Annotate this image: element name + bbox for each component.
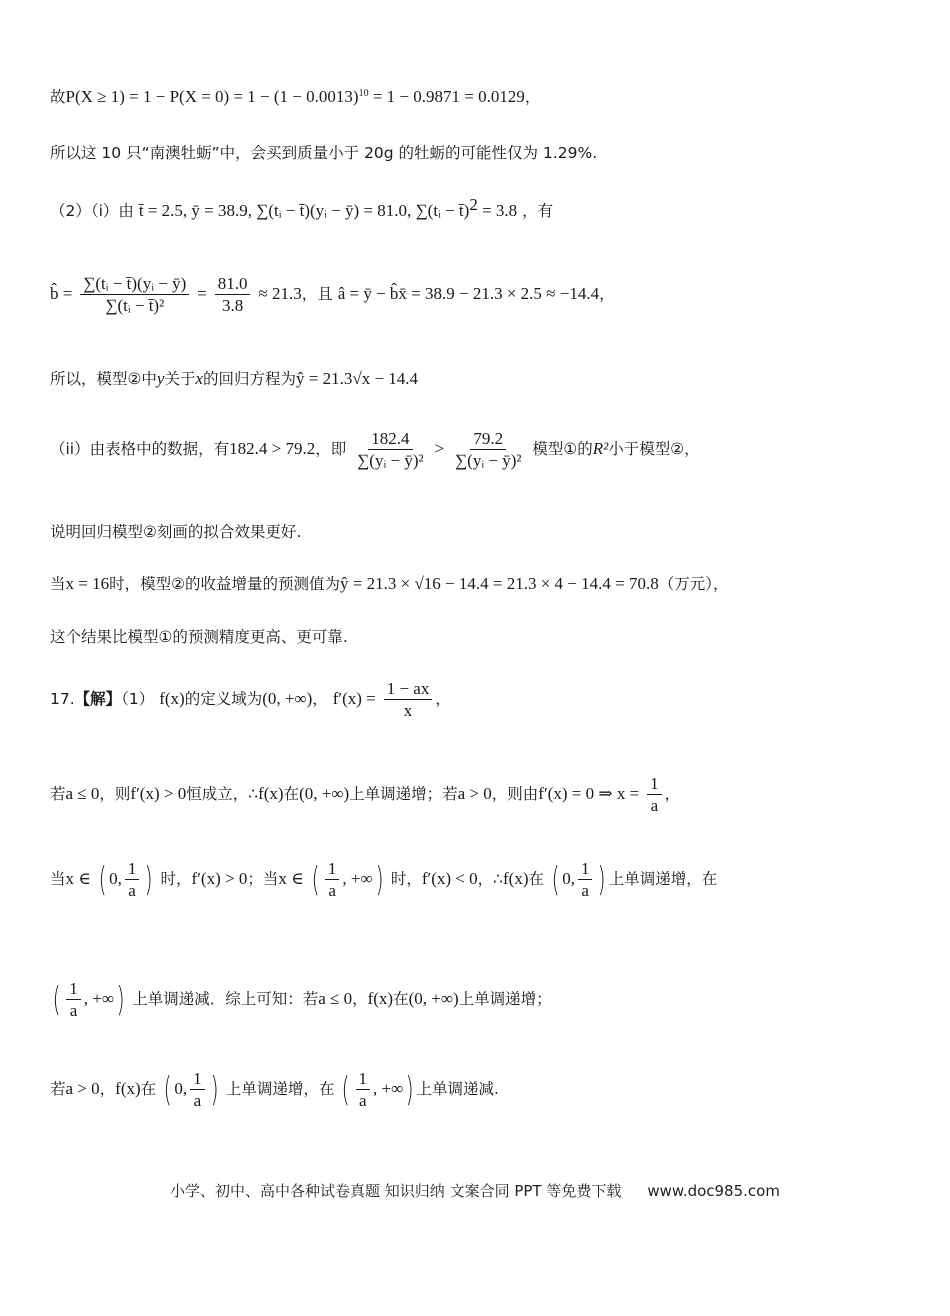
numerator: 1 − ax: [384, 680, 433, 700]
text: （万元），: [658, 575, 729, 593]
text: 上单调递增；若: [349, 785, 458, 803]
fraction: [66, 980, 81, 1019]
numerator: 1: [325, 860, 340, 880]
text-line-13: ( $\frac{1}{a}$ , +∞) 上单调递减．综上可知：若a ≤ 0，f(x)在(0, +∞)上单调递增；: [52, 979, 552, 1020]
math-expression: a ≤ 0: [65, 784, 100, 803]
math-expression: = 3.8: [477, 201, 518, 221]
denominator: ∑(yᵢ − ȳ)²: [455, 451, 522, 470]
denominator: a: [128, 881, 136, 900]
text: ，: [312, 690, 328, 708]
math-expression: = 1 − 0.9871 = 0.0129: [368, 87, 525, 106]
math-expression: t̄ = 2.5, ȳ = 38.9,: [138, 201, 257, 221]
text: ；当: [247, 870, 279, 888]
text-line-11: [50, 775, 910, 814]
text: 在: [140, 1080, 157, 1098]
text: ，则由: [491, 785, 539, 803]
exponent: 2: [469, 195, 478, 214]
math-expression: f(x): [258, 784, 284, 803]
text: ，则: [99, 785, 131, 803]
text: 所以，模型②中: [50, 370, 157, 388]
text-line-8: [50, 575, 910, 593]
text: 上单调递增，在: [608, 870, 718, 888]
text: 故: [50, 88, 66, 106]
text: ，且: [301, 285, 333, 303]
exponent: 10: [358, 87, 369, 99]
text: ，即: [315, 440, 347, 458]
fraction: [190, 1070, 205, 1109]
fraction: [354, 430, 426, 469]
variable: R²: [592, 439, 609, 458]
math-expression: â = ȳ − b̂x̄ = 38.9 − 21.3 × 2.5 ≈ −14.4: [337, 284, 600, 303]
variable: x: [195, 369, 204, 388]
fraction: [578, 860, 593, 899]
text: 的定义域为: [184, 690, 263, 708]
math-expression: , +∞: [342, 869, 373, 888]
text-line-4: b̂ = $\frac{\text{∑(tᵢ − t̄)(yᵢ − ȳ)}}{\text{∑(tᵢ − t̄)²}}$ = $\frac{81.0}{3.8}$ ≈ 21.3，且 â = ȳ − b̂x̄ = 38.9 − 21.3 × 2.5 ≈ −14.4，: [50, 274, 615, 315]
text: ，: [599, 285, 615, 303]
math-expression: a > 0: [65, 1079, 100, 1098]
denominator: a: [193, 1091, 202, 1110]
fraction: [356, 1070, 371, 1109]
question-number: 17.: [50, 690, 75, 708]
math-expression: 0,: [562, 869, 575, 888]
fraction: [80, 275, 189, 314]
math-expression: >: [434, 439, 445, 458]
fraction: [325, 860, 340, 899]
math-expression: , +∞: [373, 1079, 404, 1098]
text: 若: [50, 1080, 66, 1098]
math-expression: f(x): [115, 1079, 141, 1098]
sum-expression: ∑(tᵢ − t̄)(yᵢ − ȳ) = 81.0,: [256, 201, 416, 221]
math-expression: P(X ≥ 1) = 1 − P(X = 0) = 1 − (1 − 0.0013): [65, 87, 359, 106]
fraction: [125, 860, 140, 899]
variable: y: [156, 369, 165, 388]
math-expression: f(x): [503, 869, 529, 888]
numerator: 182.4: [368, 430, 412, 450]
text: 关于: [164, 370, 196, 388]
text: 在: [393, 990, 409, 1008]
fraction: [384, 680, 433, 719]
math-expression: ≈ 21.3: [258, 284, 302, 303]
text-line-3: [50, 196, 910, 220]
text: ，: [99, 1080, 116, 1098]
text-line-14: 若a > 0，f(x)在 ( 0, $\frac{1}{a}$ ) 上单调递增，在 ( $\frac{1}{a}$ , +∞) 上单调递减.: [50, 1069, 499, 1110]
text-line-7: 说明回归模型②刻画的拟合效果更好.: [50, 523, 302, 541]
sum-expression: ∑(tᵢ − t̄): [415, 201, 470, 221]
math-expression: (0, +∞): [262, 689, 313, 708]
numerator: 1: [356, 1070, 371, 1090]
math-expression: x = 16: [65, 574, 110, 593]
regression-equation: ŷ = 21.3√x − 14.4: [296, 369, 419, 388]
math-expression: a ≤ 0: [318, 989, 353, 1008]
text: 模型①的: [532, 440, 593, 458]
numerator: 1: [647, 775, 662, 795]
math-expression: x ∈: [65, 869, 91, 888]
text: 当: [50, 870, 66, 888]
text: 当: [50, 575, 66, 593]
math-expression: , +∞: [83, 989, 114, 1008]
text: 上单调递增；: [458, 990, 552, 1008]
math-expression: f′(x) > 0: [191, 869, 248, 888]
text: 时，: [160, 870, 192, 888]
numerator: 81.0: [215, 275, 251, 295]
denominator: a: [328, 881, 336, 900]
denominator: a: [359, 1091, 367, 1110]
fraction: [647, 775, 662, 814]
math-expression: 0,: [174, 1079, 188, 1098]
math-expression: 0,: [109, 869, 122, 888]
math-expression: f(x): [159, 689, 185, 708]
text: ，: [524, 88, 541, 106]
text: ，: [352, 990, 368, 1008]
footer-link[interactable]: www.doc985.com: [647, 1182, 780, 1200]
math-expression: a > 0: [457, 784, 492, 803]
math-expression: (0, +∞): [408, 989, 459, 1008]
text-line-5: [50, 370, 910, 388]
text: （ii）由表格中的数据，有: [50, 440, 230, 458]
text: 上单调递减．综上可知：若: [132, 990, 319, 1008]
page-footer: [0, 1180, 950, 1201]
numerator: 1: [578, 860, 593, 880]
text: （1）: [121, 690, 155, 708]
numerator: 1: [66, 980, 81, 1000]
math-expression: b̂ =: [50, 284, 73, 303]
fraction: [452, 430, 524, 469]
text: （2）（i）由: [50, 202, 134, 221]
solution-tag: 【解】: [74, 690, 122, 708]
denominator: 3.8: [221, 296, 244, 315]
numerator: 79.2: [470, 430, 506, 450]
text: 上单调递增，在: [225, 1080, 335, 1098]
text: 恒成立，∴: [186, 785, 259, 803]
math-expression: x ∈: [278, 869, 304, 888]
text: 小于模型②，: [608, 440, 700, 458]
text: 在: [528, 870, 544, 888]
text: ，有: [522, 202, 554, 221]
text: ，: [664, 785, 681, 803]
math-expression: f(x): [367, 989, 394, 1008]
text-line-1: [50, 88, 910, 106]
text: 若: [50, 785, 66, 803]
numerator: 1: [190, 1070, 205, 1090]
math-expression: f′(x) = 0 ⇒ x =: [538, 784, 640, 803]
text-line-12: 当x ∈ ( 0, $\frac{1}{a}$ ) 时，f′(x) > 0；当x ∈ ( $\frac{1}{a}$ , +∞) 时，f′(x) < 0，∴f(x)在 ( 0, $\frac{1}{a}$ ) 上单调递增，在: [50, 859, 718, 900]
fraction: [215, 275, 251, 314]
text-line-2: 所以这 10 只“南澳牡蛎”中，会买到质量小于 20g 的牡蛎的可能性仅为 1.29%.: [50, 144, 598, 162]
text: 时，: [390, 870, 422, 888]
math-expression: 182.4 > 79.2: [229, 439, 316, 458]
text: 的回归方程为: [203, 370, 297, 388]
text-line-6: [50, 430, 910, 469]
text: ，: [435, 690, 451, 708]
math-expression: ŷ = 21.3 × √16 − 14.4 = 21.3 × 4 − 14.4 = 70.8: [340, 574, 659, 593]
denominator: ∑(tᵢ − t̄)²: [105, 296, 165, 315]
math-expression: (0, +∞): [299, 784, 350, 803]
text: 时，模型②的收益增量的预测值为: [109, 575, 341, 593]
text: ，∴: [477, 870, 503, 888]
denominator: a: [650, 796, 659, 815]
numerator: ∑(tᵢ − t̄)(yᵢ − ȳ): [80, 275, 189, 295]
math-expression: f′(x) < 0: [421, 869, 478, 888]
text-line-10: [50, 680, 910, 719]
text: 在: [283, 785, 300, 803]
denominator: a: [69, 1001, 78, 1020]
math-expression: f′(x) > 0: [130, 784, 187, 803]
math-expression: f′(x) =: [332, 689, 376, 708]
numerator: 1: [125, 860, 140, 880]
denominator: a: [581, 881, 589, 900]
denominator: x: [403, 701, 413, 720]
text: 上单调递减.: [416, 1080, 499, 1098]
denominator: ∑(yᵢ − ȳ)²: [357, 451, 424, 470]
text-line-9: 这个结果比模型①的预测精度更高、更可靠.: [50, 628, 348, 646]
footer-text: 小学、初中、高中各种试卷真题 知识归纳 文案合同 PPT 等免费下载: [170, 1182, 622, 1200]
